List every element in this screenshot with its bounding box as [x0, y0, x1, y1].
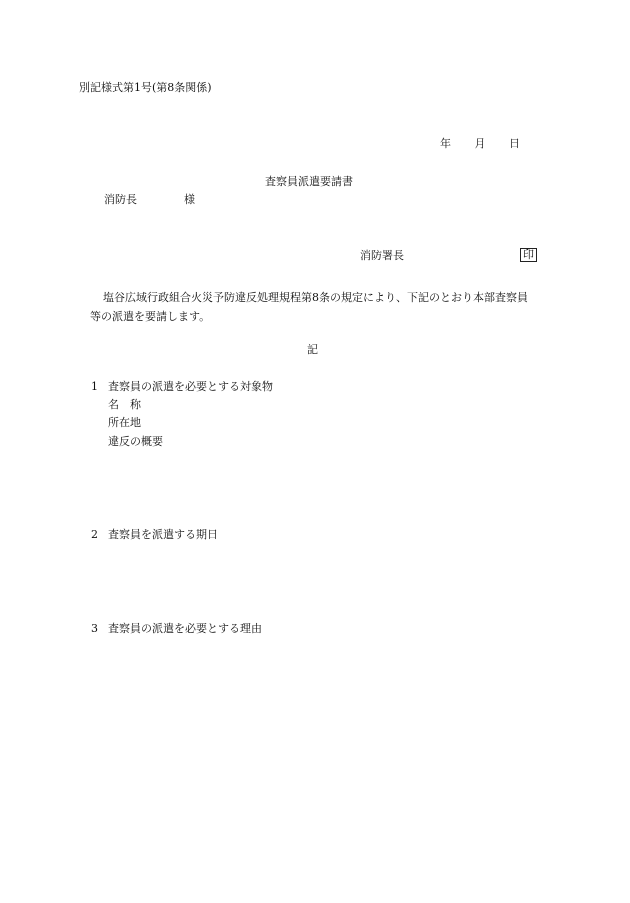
document-title: 査察員派遣要請書: [265, 175, 353, 188]
item-2-text: 査察員を派遣する期日: [108, 528, 218, 541]
item-1-sub-violation: 違反の概要: [108, 435, 163, 448]
form-label: 別記様式第1号(第8条関係): [79, 81, 212, 94]
item-2-number: 2: [91, 528, 98, 541]
request-line-1: 塩谷広域行政組合火災予防違反処理規程第8条の規定により、下記のとおり本部査察員: [103, 291, 528, 304]
date-line: [440, 137, 520, 151]
ki-heading: 記: [307, 343, 318, 356]
item-3-number: 3: [91, 622, 98, 635]
date-month: 月: [474, 137, 486, 150]
item-1-text: 査察員の派遣を必要とする対象物: [108, 380, 273, 393]
request-paragraph: [90, 288, 560, 326]
item-1-sub-location: 所在地: [108, 416, 141, 429]
seal-mark: [520, 248, 537, 262]
date-day: 日: [509, 137, 520, 150]
item-1-sub-name: 名 称: [108, 398, 141, 411]
addressee-honorific: 様: [184, 193, 195, 206]
sender-title: 消防署長: [360, 249, 404, 262]
item-1-number: 1: [91, 380, 98, 393]
seal-label: 印: [520, 248, 537, 262]
request-line-2: 等の派遣を要請します。: [90, 310, 211, 323]
date-year: 年: [440, 137, 451, 150]
item-3-text: 査察員の派遣を必要とする理由: [108, 622, 262, 635]
addressee-title: 消防長: [104, 193, 137, 206]
